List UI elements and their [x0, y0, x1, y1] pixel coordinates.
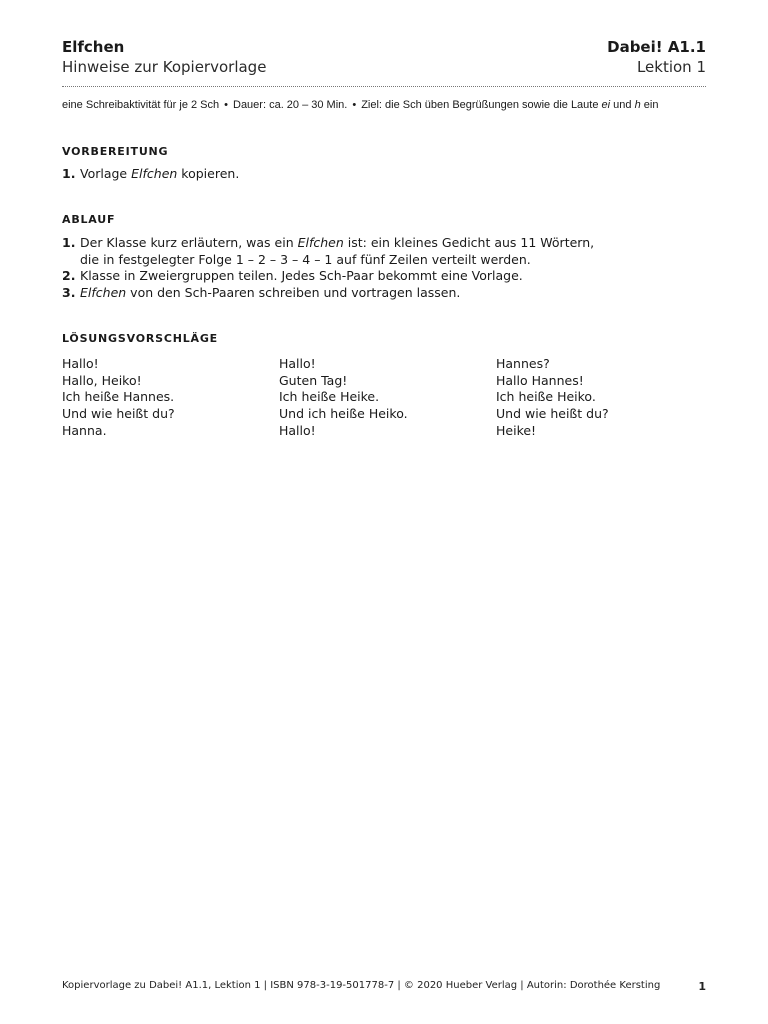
item-text: Vorlage — [80, 166, 128, 181]
poem-line: Guten Tag! — [279, 372, 348, 388]
poem-line: Heike! — [496, 422, 537, 438]
solution-poem-3 — [496, 356, 609, 440]
poem-line: Und wie heißt du? — [62, 406, 175, 422]
header-right — [607, 37, 706, 77]
meta-separator: • — [352, 99, 357, 111]
ablauf-list — [62, 235, 594, 302]
document-page — [62, 0, 706, 1024]
poem-line: Hallo, Heiko! — [62, 372, 142, 388]
meta-goal-prefix: Ziel: die Sch üben Begrüßungen sowie die Laute — [361, 99, 599, 111]
meta-duration: Dauer: ca. 20 – 30 Min. — [233, 99, 348, 111]
lesson-label: Lektion 1 — [636, 58, 706, 76]
poem-line: Und ich heiße Heiko. — [279, 406, 408, 422]
solution-poem-2 — [279, 356, 408, 440]
header-left — [62, 37, 266, 77]
activity-meta — [62, 98, 722, 112]
poem-line: Ich heiße Heiko. — [496, 389, 596, 405]
list-item — [62, 235, 594, 268]
meta-goal-suffix: ein — [643, 99, 659, 111]
poem-line: Ich heiße Hannes. — [62, 389, 175, 405]
list-number: 2. — [62, 268, 76, 284]
list-item — [62, 166, 239, 183]
meta-activity: eine Schreibaktivität für je 2 Sch — [62, 99, 220, 111]
item-emphasis: Elfchen — [131, 166, 178, 181]
meta-separator: • — [224, 99, 228, 111]
item-text: kopieren. — [181, 166, 240, 181]
section-heading-vorbereitung: VORBEREITUNG — [62, 145, 169, 158]
page-number: 1 — [698, 980, 706, 993]
page-footer — [62, 980, 706, 991]
section-heading-loesungen: LÖSUNGSVORSCHLÄGE — [62, 332, 218, 345]
list-number: 1. — [62, 166, 76, 181]
item-text: von den Sch-Paaren schreiben und vortragen lassen. — [130, 285, 461, 301]
list-number: 1. — [62, 235, 76, 250]
list-item — [62, 268, 594, 285]
page-header — [62, 37, 706, 87]
section-heading-ablauf: ABLAUF — [62, 213, 116, 226]
poem-line: Hanna. — [62, 422, 107, 438]
item-text-line2: die in festgelegter Folge 1 – 2 – 3 – 4 – 1 auf fünf Zeilen verteilt werden. — [80, 251, 531, 267]
list-number: 3. — [62, 285, 76, 301]
solution-poem-1 — [62, 356, 175, 440]
meta-goal-and: und — [613, 99, 632, 111]
list-item — [62, 285, 594, 302]
poem-line: Hallo Hannes! — [496, 372, 584, 388]
document-title: Elfchen — [62, 38, 125, 56]
vorbereitung-list — [62, 166, 239, 183]
poem-line: Und wie heißt du? — [496, 406, 609, 422]
poem-line: Hannes? — [496, 356, 550, 371]
meta-goal-h: h — [634, 99, 641, 111]
item-emphasis: Elfchen — [297, 235, 344, 250]
item-emphasis: Elfchen — [80, 285, 127, 301]
book-title: Dabei! A1.1 — [607, 38, 706, 56]
poem-line: Ich heiße Heike. — [279, 389, 380, 405]
header-divider — [62, 86, 706, 87]
document-subtitle: Hinweise zur Kopiervorlage — [62, 58, 267, 76]
poem-line: Hallo! — [62, 356, 99, 371]
poem-line: Hallo! — [279, 422, 316, 438]
footer-text: Kopiervorlage zu Dabei! A1.1, Lektion 1 | ISBN 978-3-19-501778-7 | © 2020 Hueber Verlag | Autorin: Dorothée Kersting — [62, 980, 661, 991]
item-text: Klasse in Zweiergruppen teilen. Jedes Sch-Paar bekommt eine Vorlage. — [80, 268, 523, 284]
item-text: ist: ein kleines Gedicht aus 11 Wörtern, — [347, 235, 595, 250]
meta-goal-ei: ei — [601, 99, 611, 111]
poem-line: Hallo! — [279, 356, 316, 371]
item-text: Der Klasse kurz erläutern, was ein — [80, 235, 294, 250]
